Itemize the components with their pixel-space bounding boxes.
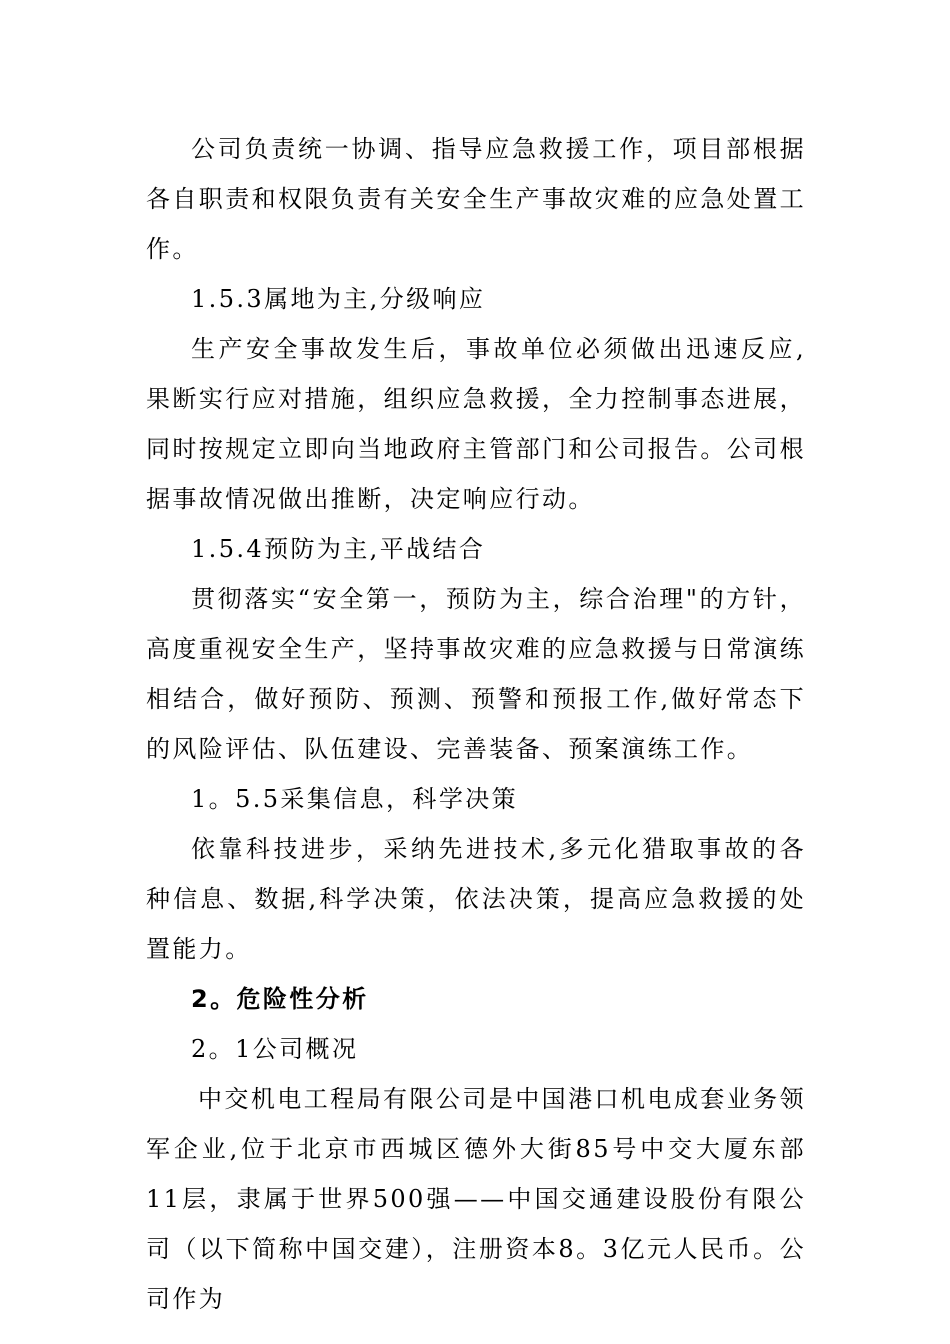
- section-heading-1-5-3: 1.5.3属地为主,分级响应: [191, 285, 486, 313]
- section-heading-2: 2。危险性分析: [191, 985, 369, 1013]
- paragraph-company-overview: 中交机电工程局有限公司是中国港口机电成套业务领军企业,位于北京市西城区德外大街85号中交大厦东部11层，隶属于世界500强——中国交通建设股份有限公司（以下简称中国交建），注册资本8。3亿元人民币。公司作为: [146, 1085, 806, 1313]
- paragraph-information: 依靠科技进步，采纳先进技术,多元化猎取事故的各种信息、数据,科学决策，依法决策，提高应急救援的处置能力。: [146, 835, 806, 963]
- paragraph-prevention: 贯彻落实“安全第一，预防为主，综合治理"的方针，高度重视安全生产，坚持事故灾难的应急救援与日常演练相结合，做好预防、预测、预警和预报工作,做好常态下的风险评估、队伍建设、完善装备、预案演练工作。: [146, 585, 806, 763]
- document-page: [146, 124, 806, 1324]
- paragraph-emergency-coordination: 公司负责统一协调、指导应急救援工作，项目部根据各自职责和权限负责有关安全生产事故灾难的应急处置工作。: [146, 135, 806, 263]
- section-heading-1-5-4: 1.5.4预防为主,平战结合: [191, 535, 486, 563]
- section-heading-2-1: 2。1公司概况: [191, 1035, 359, 1063]
- section-heading-1-5-5: 1。5.5采集信息，科学决策: [191, 785, 519, 813]
- paragraph-local-response: 生产安全事故发生后，事故单位必须做出迅速反应,果断实行应对措施，组织应急救援，全力控制事态进展，同时按规定立即向当地政府主管部门和公司报告。公司根据事故情况做出推断，决定响应行动。: [146, 335, 806, 513]
